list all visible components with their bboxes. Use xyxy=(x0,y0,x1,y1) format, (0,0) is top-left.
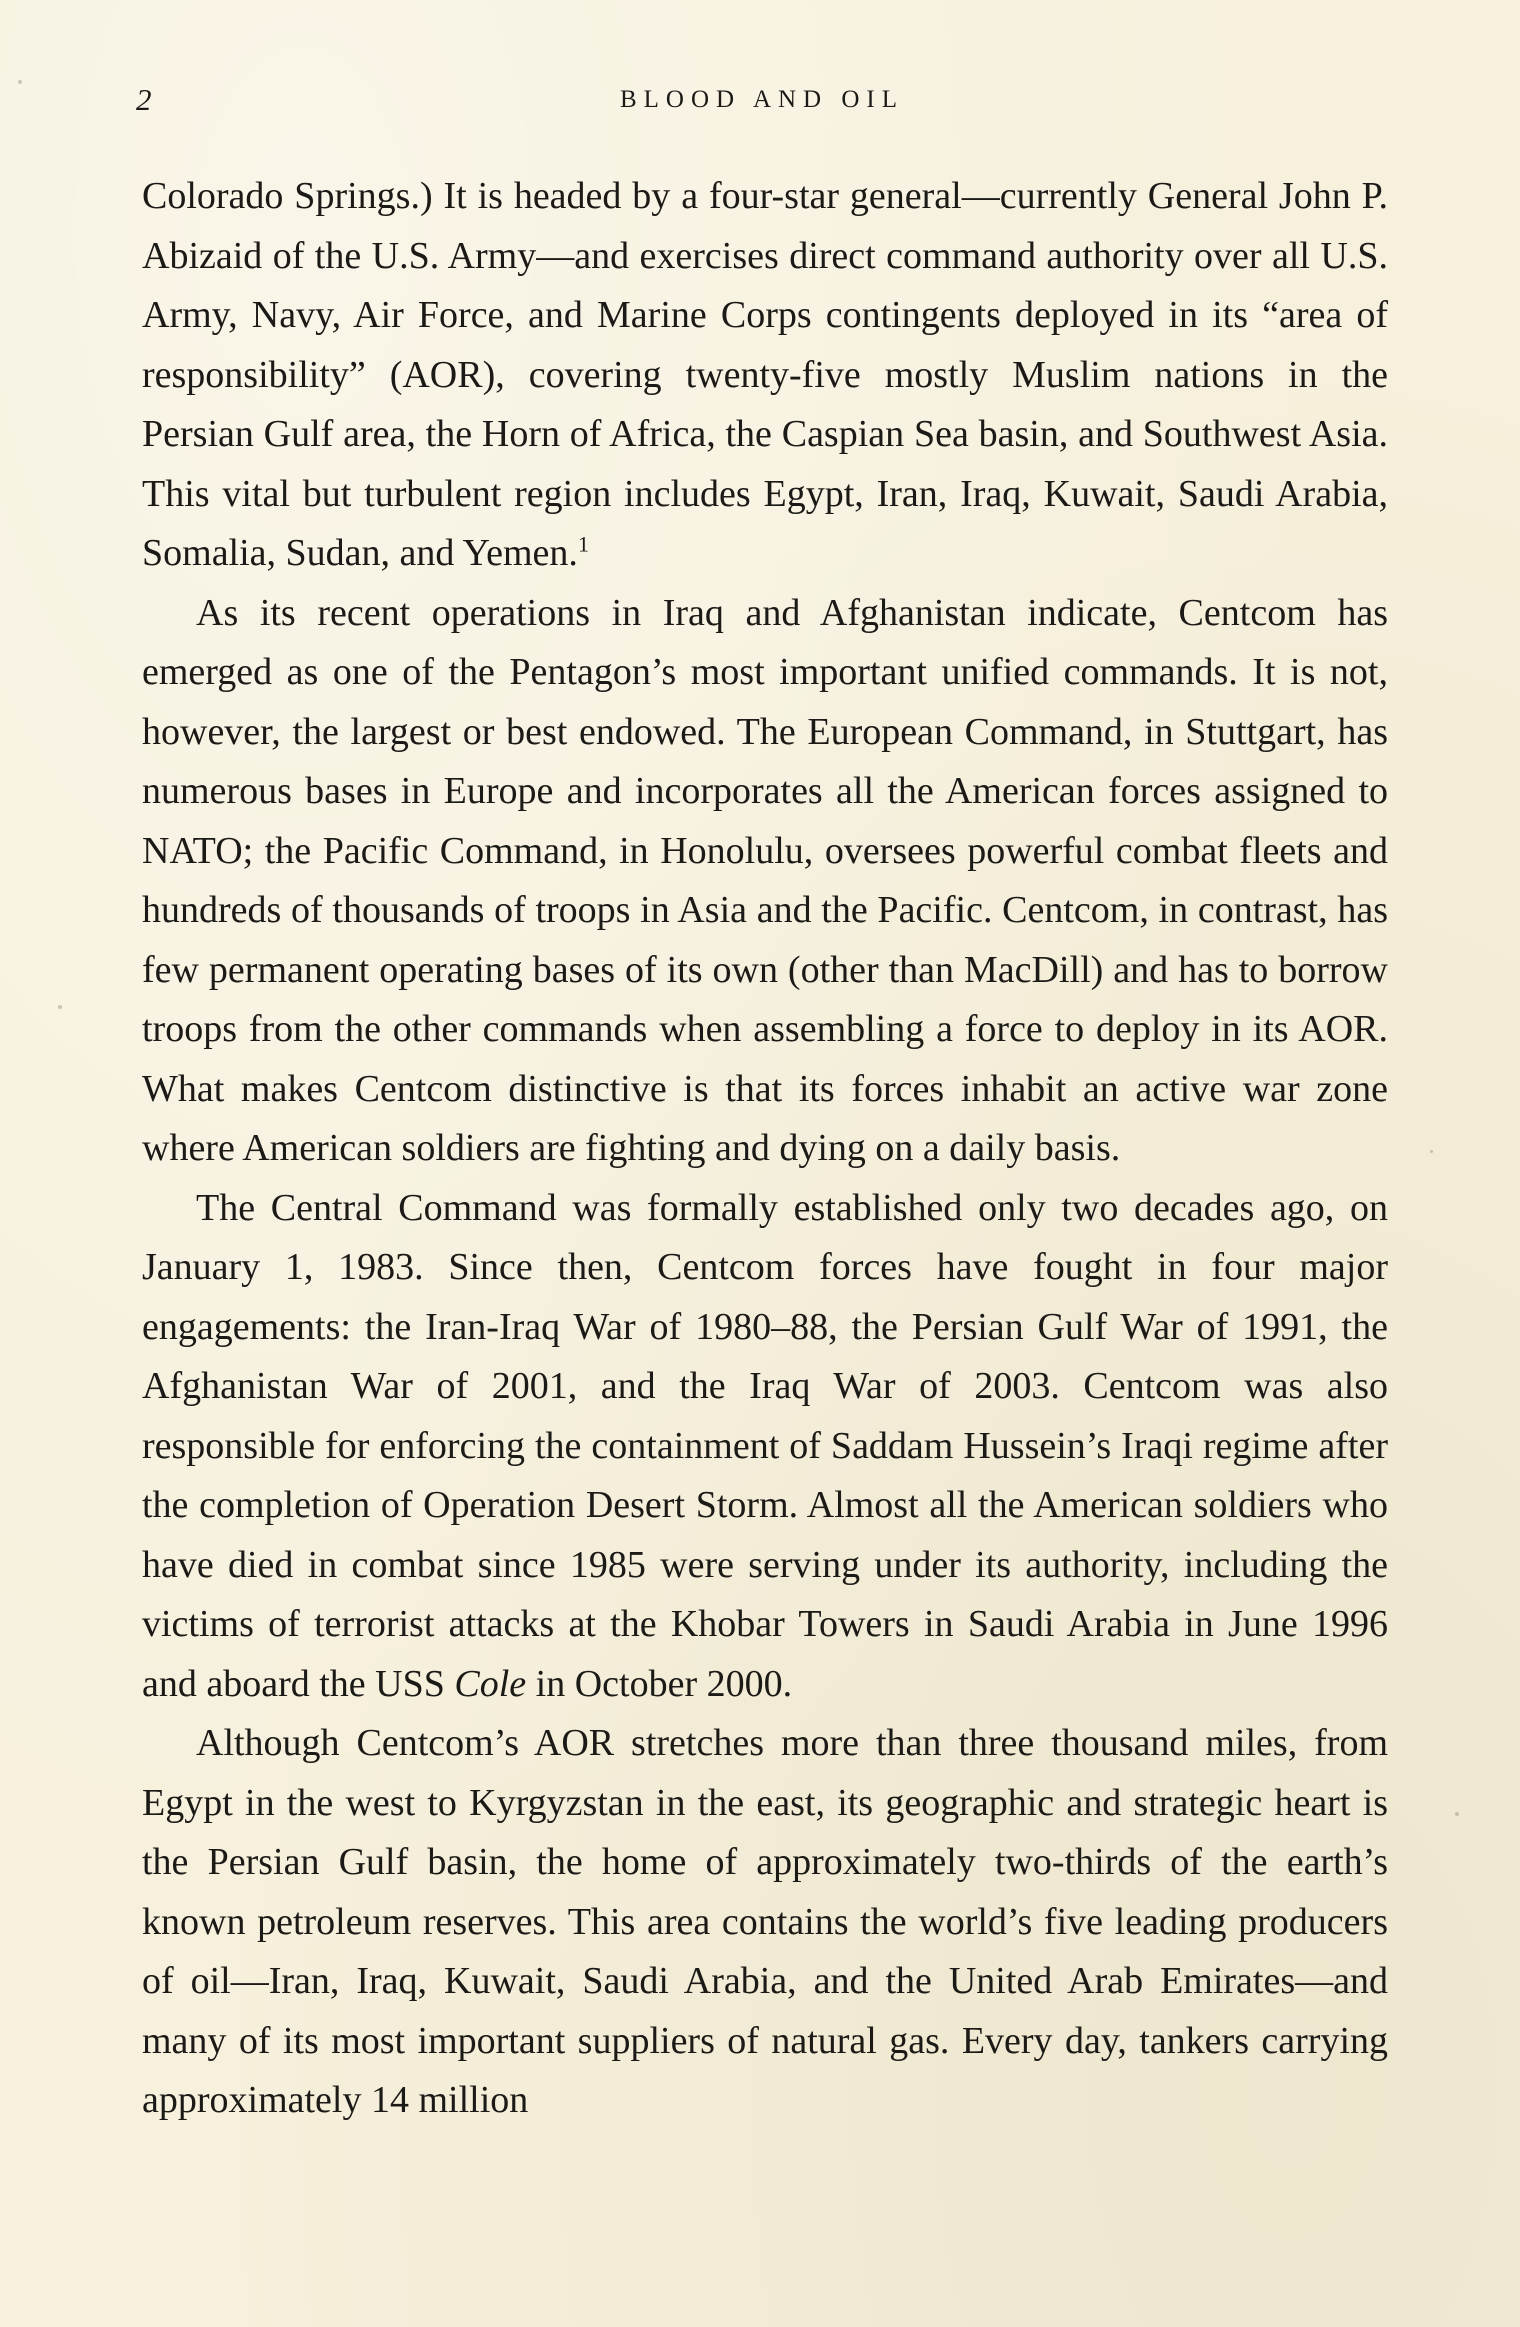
paragraph xyxy=(142,1714,1388,2131)
paragraph-text: As its recent operations in Iraq and Afghanistan indicate, Centcom has emerged as one of the Pentagon’s most important unified commands. It is not, however, the largest or best endowed. The European Command, in Stuttgart, has numerous bases in Europe and incorporates all the American forces assigned to NATO; the Pacific Command, in Honolulu, oversees powerful combat fleets and hundreds of thousands of troops in Asia and the Pacific. Centcom, in contrast, has few permanent operating bases of its own (other than MacDill) and has to borrow troops from the other commands when assembling a force to deploy in its AOR. What makes Centcom distinctive is that its forces inhabit an active war zone where American soldiers are fighting and dying on a daily basis. xyxy=(142,591,1388,1169)
paper-speck xyxy=(1455,1812,1459,1816)
paper-speck xyxy=(18,80,22,84)
paragraph-text: The Central Command was formally established only two decades ago, on January 1, 1983. Since then, Centcom forces have fought in four major engagements: the Iran-Iraq War of 1980–88, the Persian Gulf War of 1991, the Afghanistan War of 2001, and the Iraq War of 2003. Centcom was also responsible for enforcing the containment of Saddam Hussein’s Iraqi regime after the completion of Operation Desert Storm. Almost all the American soldiers who have died in combat since 1985 were serving under its authority, including the victims of terrorist attacks at the Khobar Towers in Saudi Arabia in June 1996 and aboard the USS xyxy=(142,1186,1388,1705)
footnote-marker: 1 xyxy=(577,531,589,557)
paragraph xyxy=(142,584,1388,1179)
page-number: 2 xyxy=(136,82,152,117)
paragraph xyxy=(142,167,1388,584)
book-title: BLOOD AND OIL xyxy=(619,86,905,113)
running-header xyxy=(136,80,1388,120)
paragraph xyxy=(142,1179,1388,1715)
paper-speck xyxy=(58,1005,62,1009)
ship-name: Cole xyxy=(454,1662,527,1705)
paper-speck xyxy=(1430,1150,1433,1153)
body-text xyxy=(142,167,1388,2131)
paragraph-text: Although Centcom’s AOR stretches more than three thousand miles, from Egypt in the west to Kyrgyzstan in the east, its geographic and strategic heart is the Persian Gulf basin, the home of approximately two-thirds of the earth’s known petroleum reserves. This area contains the world’s five leading producers of oil—Iran, Iraq, Kuwait, Saudi Arabia, and the United Arab Emirates—and many of its most important suppliers of natural gas. Every day, tankers carrying approximately 14 million xyxy=(142,1722,1388,2121)
paragraph-text: Colorado Springs.) It is headed by a four-star general—currently General John P. Abizaid of the U.S. Army—and exercises direct command authority over all U.S. Army, Navy, Air Force, and Marine Corps contingents deployed in its “area of responsibility” (AOR), covering twenty-five mostly Muslim nations in the Persian Gulf area, the Horn of Africa, the Caspian Sea basin, and Southwest Asia. This vital but turbulent region includes Egypt, Iran, Iraq, Kuwait, Saudi Arabia, Somalia, Sudan, and Yemen. xyxy=(142,175,1388,574)
paragraph-text: in October 2000. xyxy=(535,1662,793,1705)
